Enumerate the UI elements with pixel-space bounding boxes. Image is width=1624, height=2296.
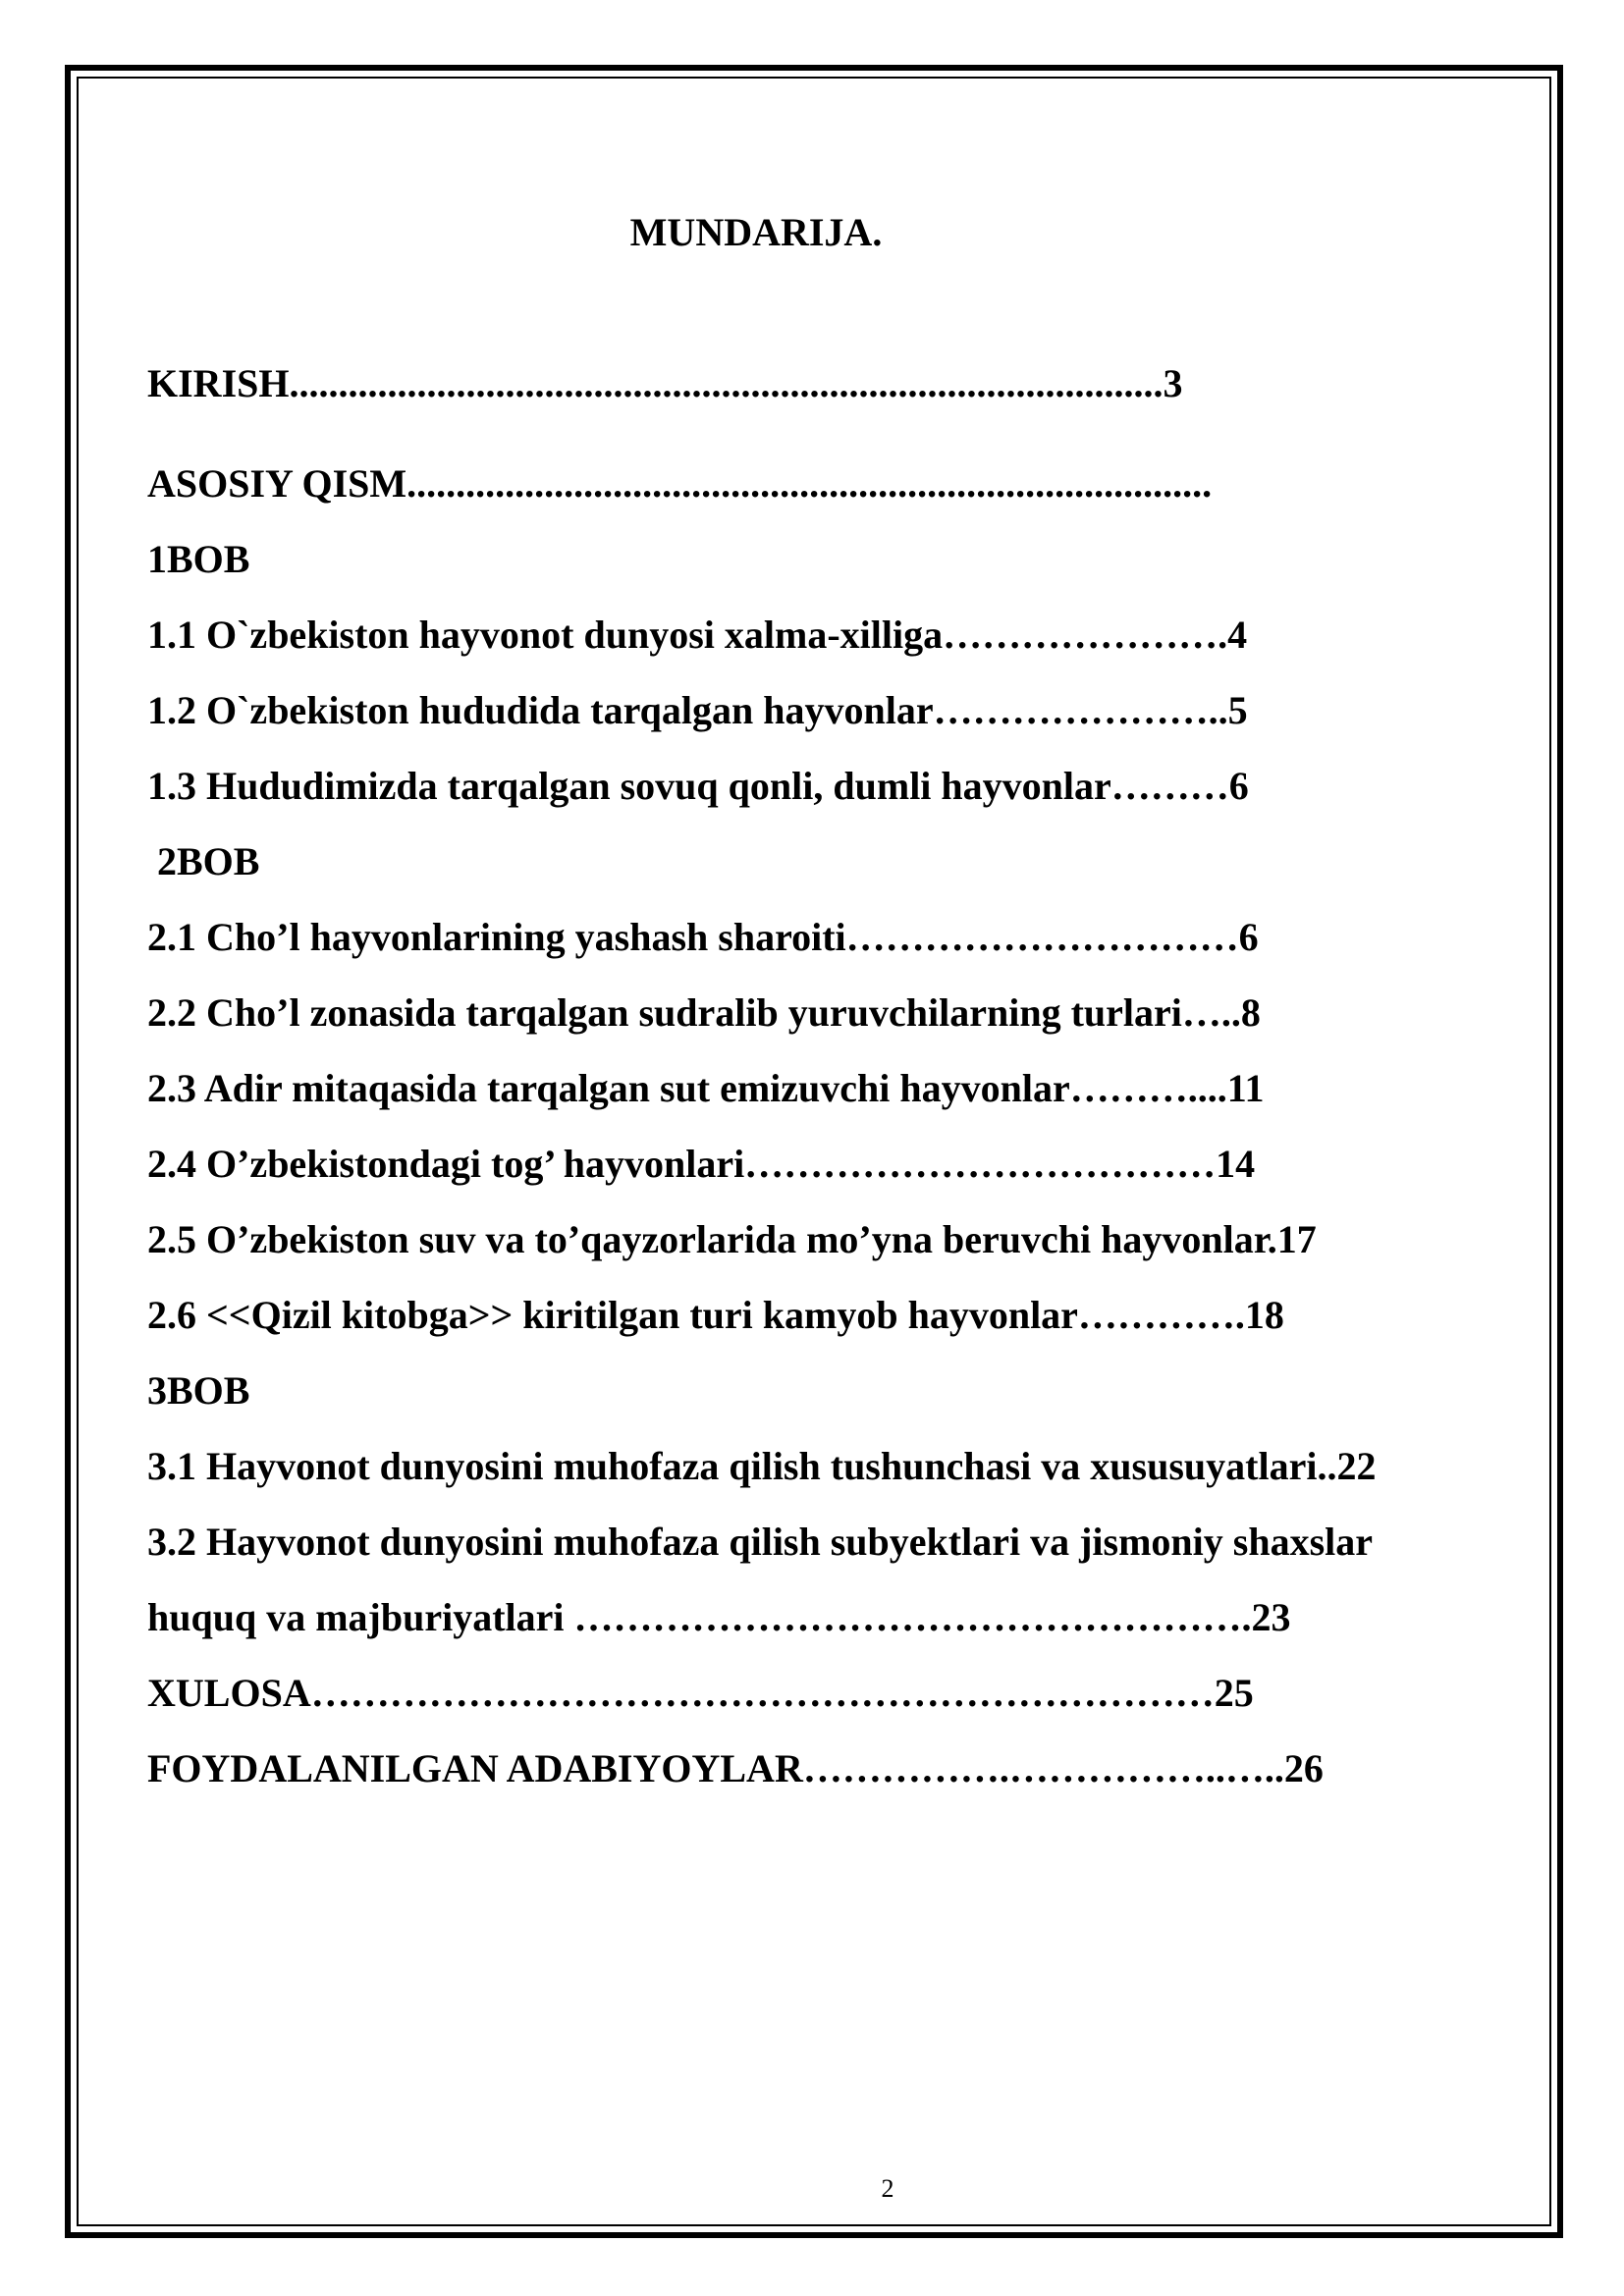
toc-chapter-3: 3BOB [147, 1368, 250, 1413]
toc-entry-1-1: 1.1 O`zbekiston hayvonot dunyosi xalma-xilliga………………….4 [147, 613, 1248, 657]
toc-entry-3-1: 3.1 Hayvonot dunyosini muhofaza qilish tushunchasi va xususuyatlari..22 [147, 1444, 1377, 1488]
toc-chapter-2: 2BOB [147, 839, 260, 883]
toc-entry-1-2: 1.2 O`zbekiston hududida tarqalgan hayvonlar…………………..5 [147, 688, 1248, 732]
toc-entry-3-2-continued: huquq va majburiyatlari …………………………………………….23 [147, 1595, 1291, 1639]
toc-entry-2-5: 2.5 O’zbekiston suv va to’qayzorlarida mo’yna beruvchi hayvonlar.17 [147, 1217, 1317, 1261]
toc-entry-2-2: 2.2 Cho’l zonasida tarqalgan sudralib yuruvchilarning turlari…..8 [147, 990, 1261, 1035]
toc-chapter-1: 1BOB [147, 537, 250, 581]
toc-entry-1-3: 1.3 Hududimizda tarqalgan sovuq qonli, dumli hayvonlar………6 [147, 764, 1249, 808]
toc-entry-kirish: KIRISH.........................................................................................3 [147, 361, 1183, 405]
toc-entry-xulosa: XULOSA……………………………………………………………25 [147, 1671, 1254, 1715]
toc-entry-2-1: 2.1 Cho’l hayvonlarining yashash sharoiti…………………………6 [147, 915, 1259, 959]
toc-entry-asosiy-qism: ASOSIY QISM.................................................................................. [147, 461, 1213, 506]
toc-title: MUNDARIJA. [629, 210, 883, 254]
toc-entry-2-4: 2.4 O’zbekistondagi tog’ hayvonlari………………………………14 [147, 1142, 1256, 1186]
toc-entry-adabiyotlar: FOYDALANILGAN ADABIYOYLAR…………….……………..…..26 [147, 1746, 1324, 1790]
toc-entry-2-3: 2.3 Adir mitaqasida tarqalgan sut emizuvchi hayvonlar………....11 [147, 1066, 1265, 1110]
toc-entry-2-6: 2.6 <<Qizil kitobga>> kiritilgan turi kamyob hayvonlar………….18 [147, 1293, 1284, 1337]
page-number: 2 [881, 2174, 894, 2203]
toc-entry-3-2: 3.2 Hayvonot dunyosini muhofaza qilish subyektlari va jismoniy shaxslar [147, 1520, 1374, 1564]
